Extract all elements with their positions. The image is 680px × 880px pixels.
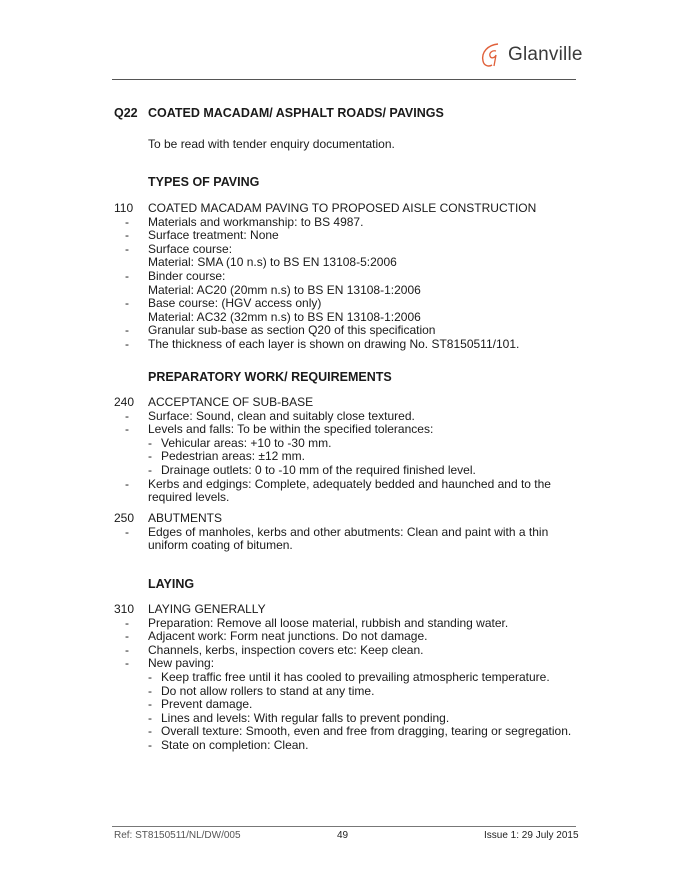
list-item: - The thickness of each layer is shown on drawing No. ST8150511/101.: [125, 336, 520, 351]
list-item: - Adjacent work: Form neat junctions. Do not damage.: [125, 629, 428, 644]
clause-title: ACCEPTANCE OF SUB-BASE: [148, 395, 314, 409]
list-item: - Materials and workmanship: to BS 4987.: [125, 214, 364, 229]
heading-preparatory-work: PREPARATORY WORK/ REQUIREMENTS: [148, 370, 392, 384]
list-item: - Preparation: Remove all loose material, rubbish and standing water.: [125, 615, 509, 630]
clause-110: [114, 202, 584, 352]
list-item: - Binder course:: [125, 268, 226, 283]
sub-list-item: - Vehicular areas: +10 to -30 mm.: [148, 435, 332, 450]
list-item: - Levels and falls: To be within the specified tolerances:: [125, 422, 434, 437]
clause-number: 240: [114, 395, 135, 409]
sub-list-item: - Prevent damage.: [148, 697, 253, 712]
sub-list-item: - State on completion: Clean.: [148, 737, 309, 752]
sub-list-item: - Lines and levels: With regular falls to prevent ponding.: [148, 710, 450, 725]
footer-rule: [112, 826, 576, 827]
list-item: - New paving:: [125, 656, 215, 671]
list-item: - Surface treatment: None: [125, 228, 279, 243]
clause-number: 310: [114, 602, 135, 616]
list-item: - Channels, kerbs, inspection covers etc: Keep clean.: [125, 642, 424, 657]
sub-list-item: - Overall texture: Smooth, even and free from dragging, tearing or segregation.: [148, 724, 572, 739]
company-logo: [476, 40, 583, 70]
clause-number: 250: [114, 511, 135, 525]
sub-list-item: - Do not allow rollers to stand at any time.: [148, 683, 375, 698]
list-item: - Granular sub-base as section Q20 of this specification: [125, 323, 436, 338]
list-item: - Surface: Sound, clean and suitably close textured.: [125, 408, 415, 423]
clause-title: LAYING GENERALLY: [148, 602, 266, 616]
clause-310: [114, 603, 584, 753]
list-item-continuation: Material: AC32 (32mm n.s) to BS EN 13108-1:2006: [148, 309, 421, 324]
footer-reference: Ref: ST8150511/NL/DW/005: [114, 830, 241, 841]
clause-250: [114, 512, 584, 553]
list-item: - Edges of manholes, kerbs and other abutments: Clean and paint with a thin uniform coating of bitumen.: [125, 524, 549, 553]
section-intro: To be read with tender enquiry documentation.: [148, 137, 395, 151]
glanville-logo-icon: [476, 40, 506, 70]
sub-list-item: - Pedestrian areas: ±12 mm.: [148, 449, 305, 464]
header-rule: [112, 79, 576, 80]
clause-number: 110: [114, 201, 134, 215]
list-item-continuation: Material: AC20 (20mm n.s) to BS EN 13108-1:2006: [148, 282, 421, 297]
clause-240: [114, 396, 584, 505]
list-item: - Base course: (HGV access only): [125, 296, 322, 311]
heading-types-of-paving: TYPES OF PAVING: [148, 175, 260, 189]
heading-laying: LAYING: [148, 577, 195, 591]
list-item: - Surface course:: [125, 241, 233, 256]
list-item: - Kerbs and edgings: Complete, adequately bedded and haunched and to the required levels.: [125, 476, 551, 505]
list-item-continuation: Material: SMA (10 n.s) to BS EN 13108-5:2006: [148, 255, 397, 270]
logo-text: Glanville: [508, 44, 583, 65]
sub-list-item: - Keep traffic free until it has cooled to prevailing atmospheric temperature.: [148, 669, 550, 684]
section-title: COATED MACADAM/ ASPHALT ROADS/ PAVINGS: [148, 106, 444, 120]
page-number: 49: [337, 830, 349, 841]
sub-list-item: - Drainage outlets: 0 to -10 mm of the required finished level.: [148, 462, 476, 477]
section-code: Q22: [114, 106, 138, 120]
clause-title: COATED MACADAM PAVING TO PROPOSED AISLE CONSTRUCTION: [148, 201, 537, 215]
clause-title: ABUTMENTS: [148, 511, 223, 525]
footer-issue-date: Issue 1: 29 July 2015: [484, 830, 579, 841]
